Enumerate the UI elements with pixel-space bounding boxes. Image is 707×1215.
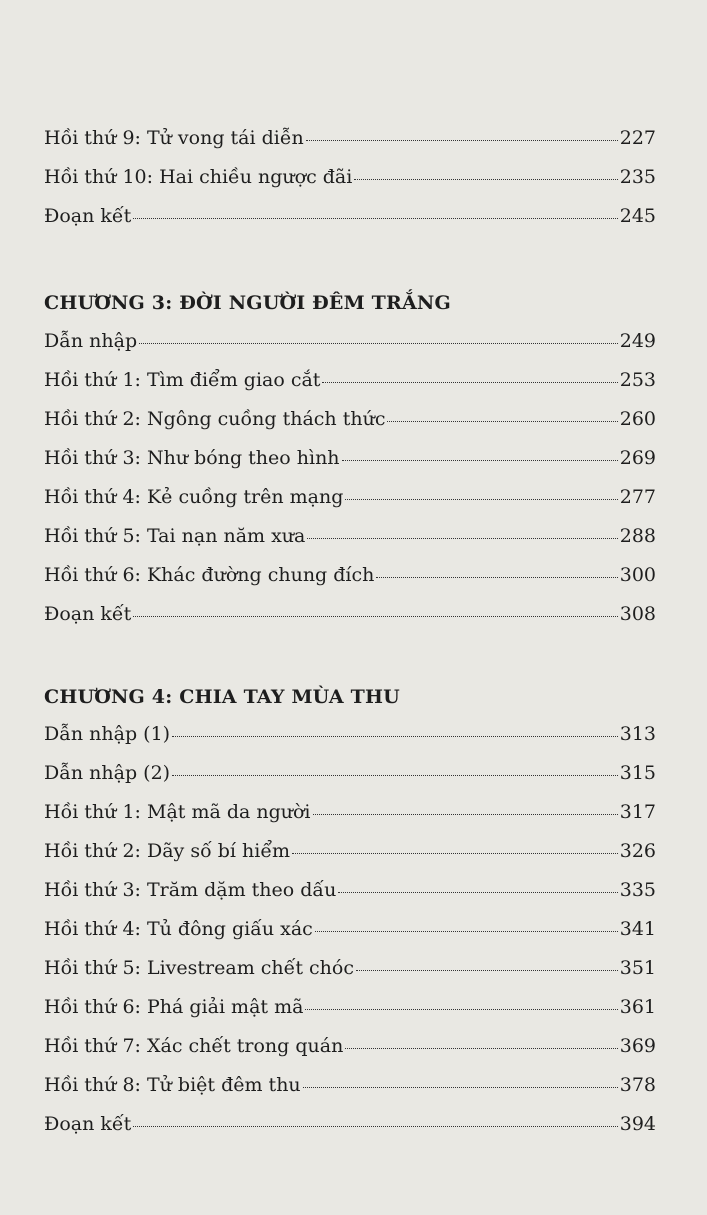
toc-entry[interactable] (44, 523, 656, 562)
toc-entry[interactable] (44, 1072, 656, 1111)
toc-entry[interactable] (44, 799, 656, 838)
toc-entry-page: 394 (619, 1113, 656, 1135)
dot-leader (376, 577, 617, 578)
toc-entry[interactable] (44, 164, 656, 203)
toc-entry[interactable] (44, 760, 656, 799)
toc-entry-page: 249 (619, 330, 656, 352)
dot-leader (303, 1087, 618, 1088)
toc-entry-title: Đoạn kết (44, 1113, 132, 1135)
toc-entry-title: Hồi thứ 3: Như bóng theo hình (44, 447, 340, 469)
toc-section-continued (44, 125, 656, 242)
dot-leader (356, 970, 618, 971)
toc-entry-page: 315 (619, 762, 656, 784)
toc-entry-page: 277 (619, 486, 656, 508)
toc-entry-title: Đoạn kết (44, 205, 132, 227)
toc-entry-title: Hồi thứ 6: Khác đường chung đích (44, 564, 375, 586)
toc-section-chapter-4 (44, 721, 656, 1150)
toc-entry-title: Hồi thứ 7: Xác chết trong quán (44, 1035, 344, 1057)
toc-entry-page: 260 (619, 408, 656, 430)
dot-leader (322, 382, 617, 383)
toc-entry-page: 308 (619, 603, 656, 625)
dot-leader (133, 1126, 618, 1127)
dot-leader (306, 140, 618, 141)
toc-entry[interactable] (44, 838, 656, 877)
toc-entry-title: Dẫn nhập (44, 330, 138, 352)
dot-leader (354, 179, 617, 180)
dot-leader (342, 460, 618, 461)
toc-entry-title: Hồi thứ 4: Kẻ cuồng trên mạng (44, 486, 344, 508)
dot-leader (172, 736, 618, 737)
dot-leader (338, 892, 617, 893)
toc-entry-page: 361 (619, 996, 656, 1018)
dot-leader (305, 1009, 617, 1010)
toc-entry-title: Hồi thứ 6: Phá giải mật mã (44, 996, 304, 1018)
dot-leader (345, 499, 617, 500)
toc-entry-page: 288 (619, 525, 656, 547)
toc-entry-page: 351 (619, 957, 656, 979)
toc-entry-title: Dẫn nhập (2) (44, 762, 171, 784)
toc-entry-title: Dẫn nhập (1) (44, 723, 171, 745)
toc-entry-title: Hồi thứ 5: Tai nạn năm xưa (44, 525, 306, 547)
toc-entry-page: 235 (619, 166, 656, 188)
toc-entry-page: 335 (619, 879, 656, 901)
toc-entry[interactable] (44, 601, 656, 640)
dot-leader (139, 343, 618, 344)
toc-entry[interactable] (44, 125, 656, 164)
toc-entry-page: 227 (619, 127, 656, 149)
dot-leader (315, 931, 618, 932)
toc-entry-page: 245 (619, 205, 656, 227)
toc-entry[interactable] (44, 445, 656, 484)
toc-entry-page: 313 (619, 723, 656, 745)
chapter-heading: CHƯƠNG 4: CHIA TAY MÙA THU (44, 686, 400, 708)
toc-entry[interactable] (44, 1033, 656, 1072)
toc-entry-title: Hồi thứ 5: Livestream chết chóc (44, 957, 354, 979)
dot-leader (307, 538, 617, 539)
dot-leader (313, 814, 618, 815)
toc-entry[interactable] (44, 916, 656, 955)
toc-entry[interactable] (44, 367, 656, 406)
toc-entry-title: Hồi thứ 1: Tìm điểm giao cắt (44, 369, 321, 391)
toc-section-chapter-3 (44, 328, 656, 640)
chapter-heading: CHƯƠNG 3: ĐỜI NGƯỜI ĐÊM TRẮNG (44, 292, 451, 314)
toc-entry[interactable] (44, 877, 656, 916)
toc-entry[interactable] (44, 955, 656, 994)
toc-entry-title: Hồi thứ 1: Mật mã da người (44, 801, 311, 823)
toc-entry[interactable] (44, 203, 656, 242)
dot-leader (172, 775, 618, 776)
toc-entry-title: Hồi thứ 2: Dãy số bí hiểm (44, 840, 291, 862)
toc-entry-title: Hồi thứ 9: Tử vong tái diễn (44, 127, 304, 149)
toc-entry-page: 378 (619, 1074, 656, 1096)
toc-entry[interactable] (44, 328, 656, 367)
toc-entry-title: Đoạn kết (44, 603, 132, 625)
toc-entry[interactable] (44, 484, 656, 523)
toc-entry[interactable] (44, 994, 656, 1033)
toc-entry[interactable] (44, 1111, 656, 1150)
toc-entry-page: 326 (619, 840, 656, 862)
dot-leader (292, 853, 618, 854)
toc-entry-title: Hồi thứ 10: Hai chiều ngược đãi (44, 166, 353, 188)
toc-entry-page: 369 (619, 1035, 656, 1057)
toc-entry[interactable] (44, 562, 656, 601)
toc-entry-page: 317 (619, 801, 656, 823)
dot-leader (133, 616, 618, 617)
toc-entry-title: Hồi thứ 4: Tủ đông giấu xác (44, 918, 313, 940)
toc-entry-title: Hồi thứ 8: Tử biệt đêm thu (44, 1074, 301, 1096)
dot-leader (345, 1048, 617, 1049)
toc-entry-title: Hồi thứ 2: Ngông cuồng thách thức (44, 408, 386, 430)
toc-entry-page: 341 (619, 918, 656, 940)
toc-entry-page: 300 (619, 564, 656, 586)
dot-leader (133, 218, 618, 219)
toc-entry-page: 253 (619, 369, 656, 391)
dot-leader (387, 421, 617, 422)
toc-entry[interactable] (44, 406, 656, 445)
toc-entry-title: Hồi thứ 3: Trăm dặm theo dấu (44, 879, 337, 901)
toc-entry-page: 269 (619, 447, 656, 469)
toc-entry[interactable] (44, 721, 656, 760)
